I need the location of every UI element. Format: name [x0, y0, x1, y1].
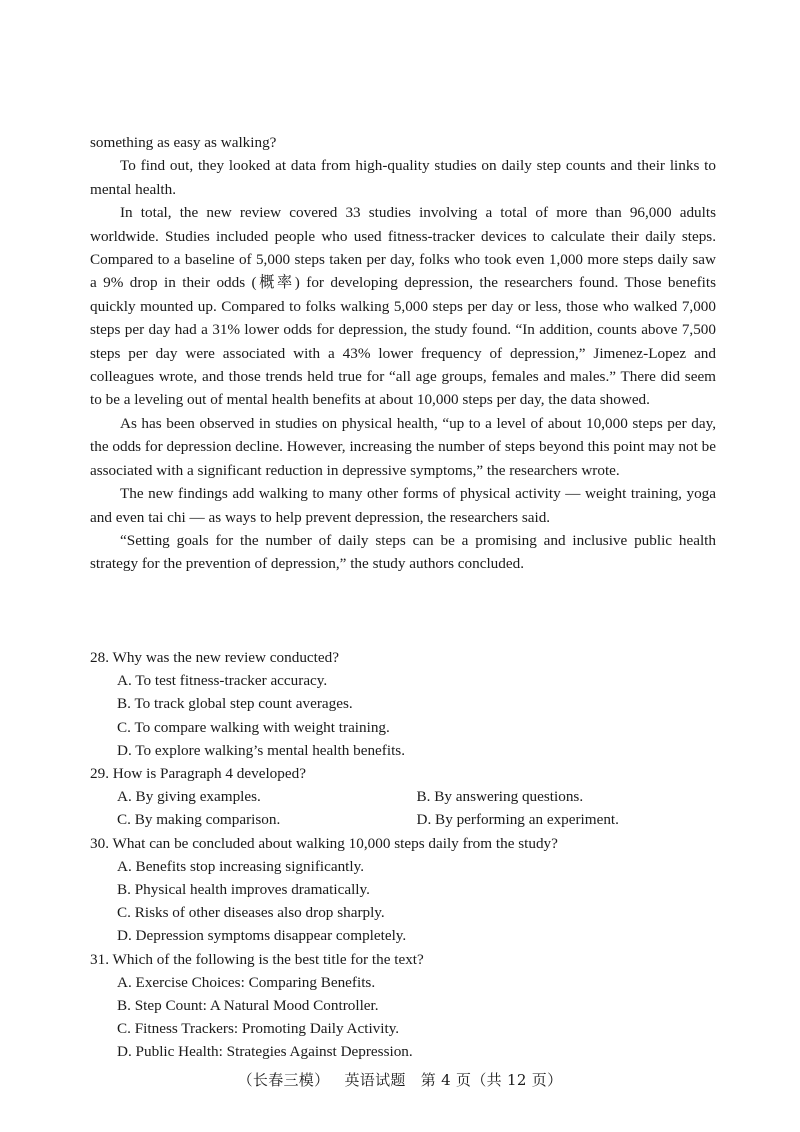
subject-name: 英语试题	[344, 1071, 406, 1089]
question-28	[90, 646, 716, 762]
option-d: D. Depression symptoms disappear completely.	[117, 927, 407, 945]
option-row	[117, 785, 716, 808]
option-row	[117, 808, 716, 831]
option-d: D. Public Health: Strategies Against Depression.	[117, 1043, 413, 1061]
question-30	[90, 832, 716, 948]
question-list	[90, 646, 716, 1064]
option-a: A. Benefits stop increasing significantly.	[117, 857, 365, 875]
option-c: C. By making comparison.	[117, 811, 281, 829]
question-stem: 30. What can be concluded about walking 10,000 steps daily from the study?	[90, 834, 558, 852]
question-stem: 31. Which of the following is the best title for the text?	[90, 950, 424, 968]
option-a: A. By giving examples.	[117, 788, 261, 806]
option-b: B. Step Count: A Natural Mood Controller.	[117, 997, 379, 1015]
exam-name: （长春三模）	[237, 1071, 330, 1089]
question-stem: 29. How is Paragraph 4 developed?	[90, 765, 306, 783]
page-number: 第 4 页（共 12 页）	[420, 1071, 563, 1089]
passage-paragraph: something as easy as walking?	[90, 134, 277, 151]
page-footer	[0, 1069, 800, 1090]
option-b: B. To track global step count averages.	[117, 695, 353, 713]
passage-paragraph: “Setting goals for the number of daily steps can be a promising and inclusive public health strategy for the prevention of depression,” the study authors concluded.	[90, 531, 716, 573]
passage-paragraph: The new findings add walking to many other forms of physical activity — weight training, yoga and even tai chi — as ways to help prevent depression, the researchers said.	[90, 485, 716, 526]
option-a: A. Exercise Choices: Comparing Benefits.	[117, 973, 376, 991]
passage-paragraph: To find out, they looked at data from high-quality studies on daily step counts and their links to mental health.	[90, 157, 716, 198]
passage-paragraph: In total, the new review covered 33 studies involving a total of more than 96,000 adults worldwide. Studies included people who used fitness-tracker devices to calculate their daily steps. Compared to a baseline of 5,000 steps taken per day, folks who took even 1,000 more steps daily saw a 9% drop in their odds (概率) for developing depression, the researchers found. Those benefits quickly mounted up. Compared to folks walking 5,000 steps per day or less, those who walked 7,000 steps per day had a 31% lower odds for depression, the study found. “In addition, counts above 7,500 steps per day were associated with a 43% lower frequency of depression,” Jimenez-Lopez and colleagues wrote, and those trends held true for “all age groups, females and males.” There did seem to be a leveling out of mental health benefits at about 10,000 steps per day, the data showed.	[90, 204, 716, 409]
question-stem: 28. Why was the new review conducted?	[90, 649, 339, 666]
option-b: B. By answering questions.	[416, 788, 584, 806]
question-31	[90, 948, 716, 1064]
option-a: A. To test fitness-tracker accuracy.	[117, 672, 328, 690]
option-d: D. To explore walking’s mental health benefits.	[117, 741, 405, 759]
option-d: D. By performing an experiment.	[416, 811, 619, 829]
reading-passage	[90, 131, 716, 576]
question-29	[90, 762, 716, 832]
option-c: C. To compare walking with weight training.	[117, 718, 390, 736]
option-b: B. Physical health improves dramatically.	[117, 881, 370, 899]
passage-paragraph: As has been observed in studies on physical health, “up to a level of about 10,000 steps per day, the odds for depression decline. However, increasing the number of steps beyond this point may not be associated with a significant reduction in depressive symptoms,” the researchers wrote.	[90, 414, 716, 479]
option-c: C. Risks of other diseases also drop sharply.	[117, 904, 385, 922]
option-c: C. Fitness Trackers: Promoting Daily Activity.	[117, 1020, 400, 1038]
